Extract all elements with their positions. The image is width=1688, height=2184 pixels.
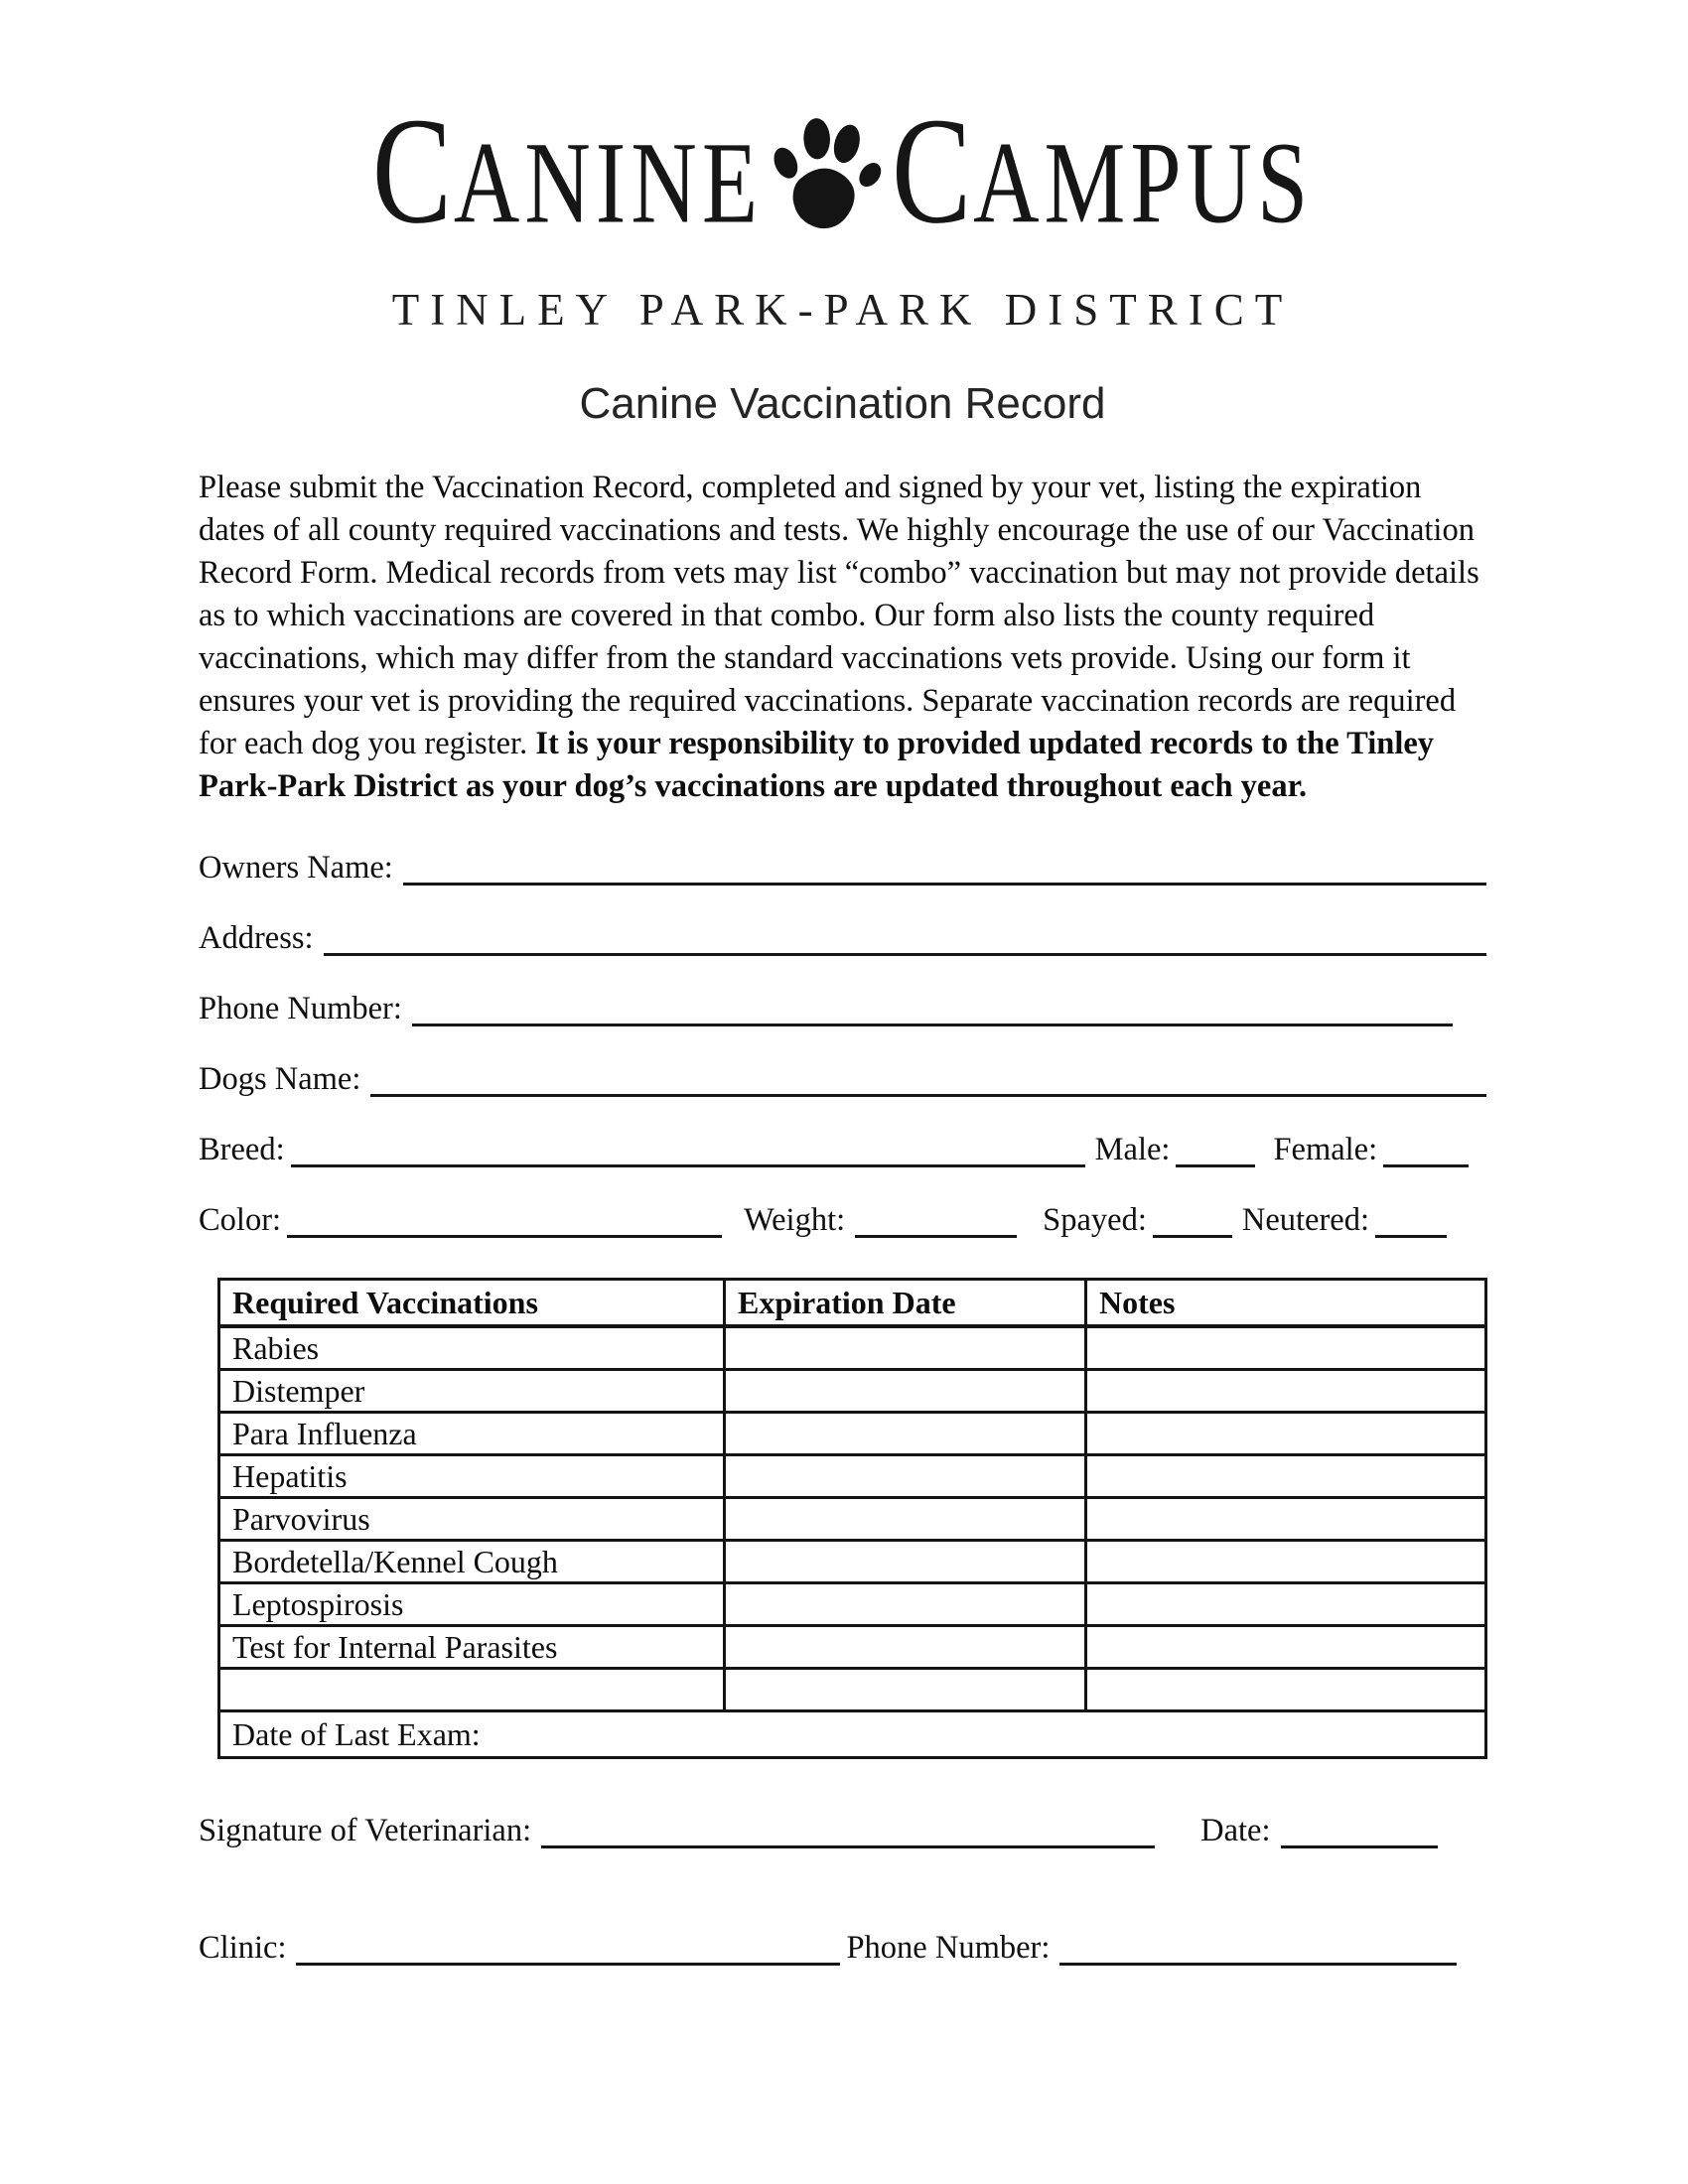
vaccination-name-cell: Hepatitis: [219, 1455, 725, 1498]
signature-line: [199, 1813, 1486, 1848]
owners-name-line: [199, 850, 1486, 886]
table-row: [219, 1541, 1486, 1583]
page-title: Canine Vaccination Record: [579, 379, 1106, 428]
paw-print-icon: [765, 106, 891, 241]
expiration-date-cell: [725, 1326, 1086, 1370]
table-row: [219, 1626, 1486, 1669]
vaccination-name-cell: Rabies: [219, 1326, 725, 1370]
neutered-label: Neutered:: [1241, 1202, 1370, 1238]
table-header-row: [219, 1280, 1486, 1327]
logo-wordmark: [199, 85, 1486, 255]
notes-cell: [1086, 1669, 1486, 1711]
notes-cell: [1086, 1583, 1486, 1626]
male-label: Male:: [1094, 1132, 1171, 1167]
required-vaccinations-table: [217, 1278, 1487, 1759]
signature-blank: [541, 1845, 1155, 1848]
table-row: [219, 1326, 1486, 1370]
logo-initial-c1: C: [371, 85, 454, 255]
header-expiration-date: Expiration Date: [725, 1280, 1086, 1327]
notes-cell: [1086, 1370, 1486, 1413]
date-label: Date:: [1200, 1813, 1271, 1848]
table-row: [219, 1370, 1486, 1413]
table-row: [219, 1498, 1486, 1541]
table-row: [219, 1413, 1486, 1455]
expiration-date-cell: [725, 1669, 1086, 1711]
vaccination-name-cell: Distemper: [219, 1370, 725, 1413]
phone-number-line: [199, 991, 1486, 1026]
intro-paragraph: [199, 467, 1486, 808]
breed-sex-line: [199, 1132, 1486, 1167]
table-row: [219, 1583, 1486, 1626]
dogs-name-label: Dogs Name:: [199, 1061, 361, 1097]
canine-campus-logo: [199, 85, 1486, 336]
neutered-blank: [1375, 1235, 1447, 1238]
expiration-date-cell: [725, 1370, 1086, 1413]
owners-name-blank: [403, 883, 1486, 886]
spayed-label: Spayed:: [1043, 1202, 1147, 1238]
logo-word-campus: [892, 83, 1313, 259]
dogs-name-blank: [370, 1094, 1486, 1097]
signature-label: Signature of Veterinarian:: [199, 1813, 532, 1848]
phone-number-blank: [412, 1024, 1453, 1026]
weight-label: Weight:: [744, 1202, 846, 1238]
color-label: Color:: [199, 1202, 282, 1238]
notes-cell: [1086, 1541, 1486, 1583]
phone-number-label: Phone Number:: [199, 991, 402, 1026]
logo-initial-c2: C: [892, 85, 974, 255]
address-blank: [324, 953, 1486, 956]
male-blank: [1176, 1164, 1255, 1167]
expiration-date-cell: [725, 1498, 1086, 1541]
spayed-blank: [1153, 1235, 1232, 1238]
clinic-phone-label: Phone Number:: [846, 1930, 1051, 1966]
clinic-phone-blank: [1059, 1963, 1457, 1966]
clinic-blank: [296, 1963, 840, 1966]
vaccination-name-cell: Leptospirosis: [219, 1583, 725, 1626]
clinic-label: Clinic:: [199, 1930, 287, 1966]
owners-name-label: Owners Name:: [199, 850, 393, 886]
color-blank: [287, 1235, 722, 1238]
breed-blank: [291, 1164, 1085, 1167]
expiration-date-cell: [725, 1583, 1086, 1626]
logo-rest-ampus: AMPUS: [973, 117, 1314, 247]
header-notes: Notes: [1086, 1280, 1486, 1327]
clinic-line: [199, 1930, 1486, 1966]
header-required-vaccinations: Required Vaccinations: [219, 1280, 725, 1327]
address-label: Address:: [199, 920, 314, 956]
female-label: Female:: [1273, 1132, 1378, 1167]
address-line: [199, 920, 1486, 956]
table-footer-row: [219, 1711, 1486, 1758]
notes-cell: [1086, 1413, 1486, 1455]
logo-tagline: TINLEY PARK-PARK DISTRICT: [391, 285, 1294, 335]
notes-cell: [1086, 1455, 1486, 1498]
table-row-empty: [219, 1669, 1486, 1711]
intro-bold-text: It is your responsibility to provided updated records to the Tinley Park-Park District as your dog’s vaccinations are updated throughout each year.: [199, 726, 1435, 804]
expiration-date-cell: [725, 1413, 1086, 1455]
table-row: [219, 1455, 1486, 1498]
breed-label: Breed:: [199, 1132, 285, 1167]
expiration-date-cell: [725, 1626, 1086, 1669]
color-weight-line: [199, 1202, 1486, 1238]
dogs-name-line: [199, 1061, 1486, 1097]
date-of-last-exam-cell: Date of Last Exam:: [219, 1711, 1486, 1758]
date-blank: [1281, 1845, 1438, 1848]
notes-cell: [1086, 1498, 1486, 1541]
female-blank: [1383, 1164, 1469, 1167]
expiration-date-cell: [725, 1455, 1086, 1498]
notes-cell: [1086, 1326, 1486, 1370]
logo-word-canine: [372, 83, 763, 259]
vaccination-name-cell: Bordetella/Kennel Cough: [219, 1541, 725, 1583]
vaccination-name-cell: [219, 1669, 725, 1711]
weight-blank: [855, 1235, 1017, 1238]
vaccination-name-cell: Test for Internal Parasites: [219, 1626, 725, 1669]
vaccination-name-cell: Parvovirus: [219, 1498, 725, 1541]
logo-rest-anine: ANINE: [453, 117, 764, 247]
expiration-date-cell: [725, 1541, 1086, 1583]
vaccination-name-cell: Para Influenza: [219, 1413, 725, 1455]
notes-cell: [1086, 1626, 1486, 1669]
intro-normal-text: Please submit the Vaccination Record, completed and signed by your vet, listing the expiration dates of all county required vaccinations and tests. We highly encourage the use of our Vaccination Record Form. Medical records from vets may list “combo” vaccination but may not provide details as to which vaccinations are covered in that combo. Our form also lists the county required vaccinations, which may differ from the standard vaccinations vets provide. Using our form it ensures your vet is providing the required vaccinations. Separate vaccination records are required for each dog you register.: [199, 470, 1479, 761]
